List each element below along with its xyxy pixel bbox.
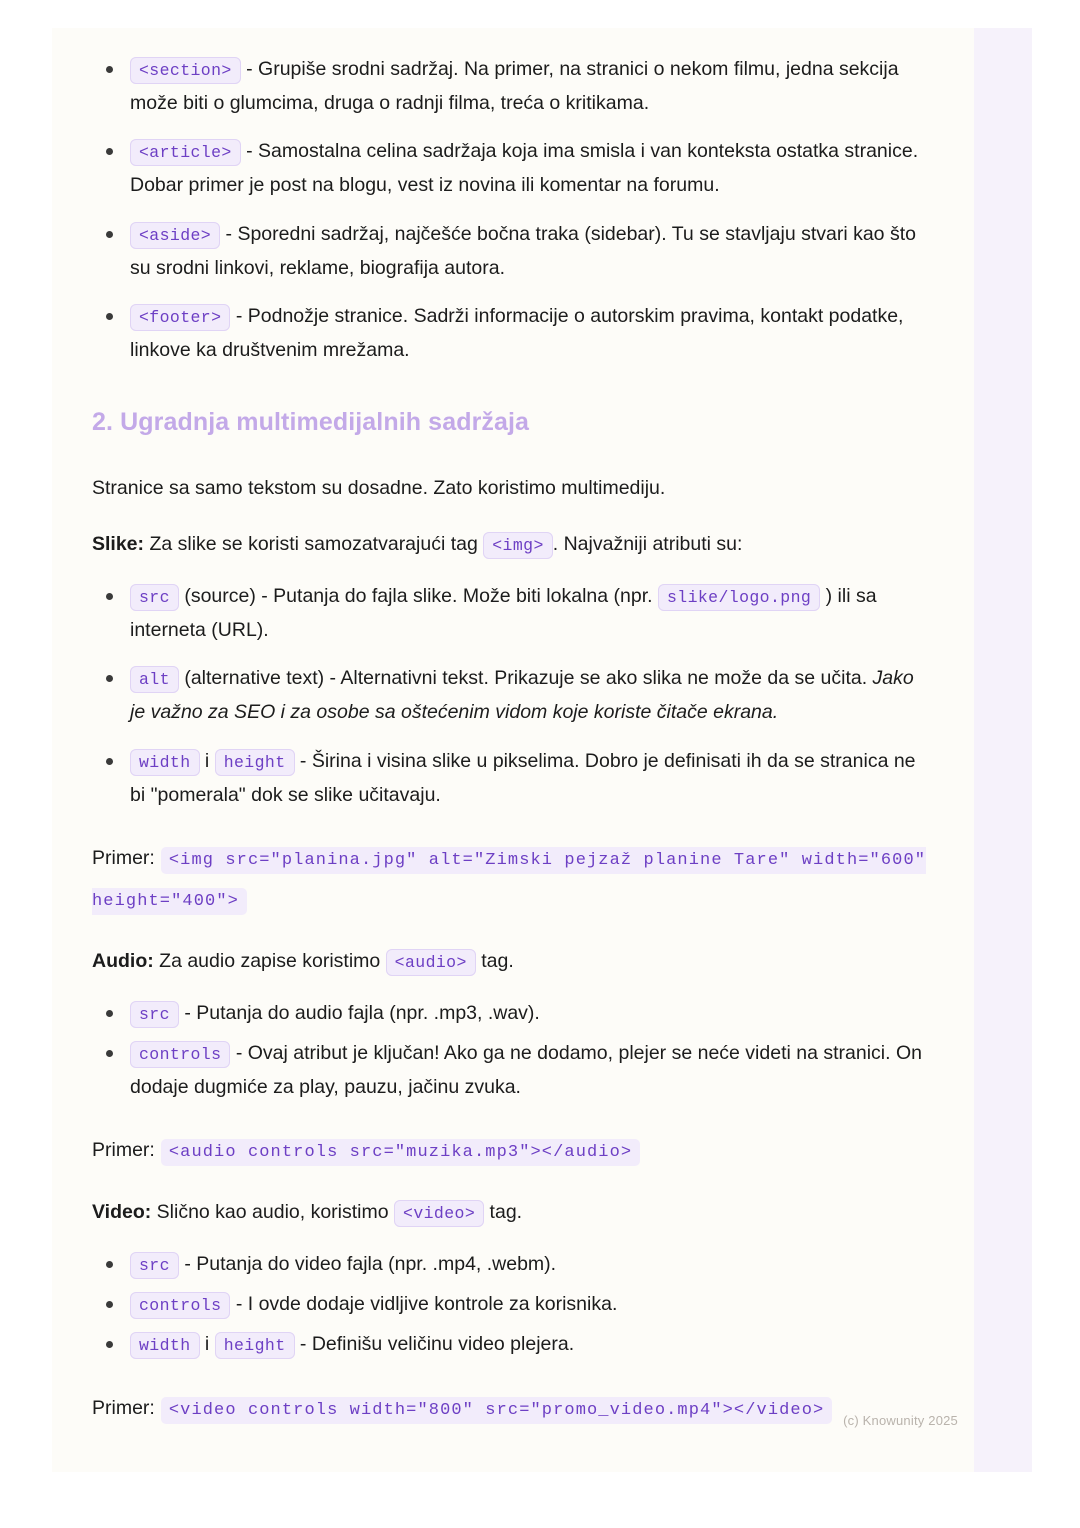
example-label: Primer: <box>92 1396 155 1419</box>
example-label: Primer: <box>92 1139 155 1162</box>
list-item <box>92 996 934 1030</box>
example-label: Primer: <box>92 846 155 869</box>
list-item-text: - Putanja do audio fajla (npr. .mp3, .wav). <box>178 1001 540 1024</box>
code-example-video: <video controls width="800" src="promo_video.mp4"></video> <box>161 1397 833 1424</box>
list-item-text: - Širina i visina slike u pikselima. Dobro je definisati ih da se stranica ne bi "pomerala" dok se slike učitavaju. <box>130 749 916 806</box>
audio-attributes-list <box>92 996 934 1104</box>
code-attr-src: src <box>130 1252 179 1279</box>
code-tag-video: <video> <box>394 1200 484 1227</box>
list-item-text: - Samostalna celina sadržaja koja ima smisla i van konteksta ostatka stranice. Dobar primer je post na blogu, vest iz novina ili komentar na forumu. <box>130 140 919 197</box>
audio-text-after: tag. <box>475 949 514 972</box>
semantic-tags-list <box>92 52 934 367</box>
list-item <box>92 744 934 812</box>
code-tag-footer: <footer> <box>130 304 230 331</box>
audio-paragraph <box>92 944 934 978</box>
document-page <box>52 28 1032 1472</box>
list-item-text: (source) - Putanja do fajla slike. Može biti lokalna (npr. <box>178 585 658 607</box>
section-heading-multimedia: 2. Ugradnja multimedijalnih sadržaja <box>92 408 530 436</box>
page-right-margin-strip <box>974 28 1032 1472</box>
img-attributes-list <box>92 579 934 812</box>
list-item-text: - I ovde dodaje vidljive kontrole za korisnika. <box>230 1293 618 1316</box>
list-item-text: - Podnožje stranice. Sadrži informacije o autorskim pravima, kontakt podatke, linkove ka društvenim mrežama. <box>130 304 904 361</box>
code-attr-src: src <box>130 584 179 611</box>
list-item-emphasis: Jako je važno za SEO i za osobe sa oštećenim vidom koje koriste čitače ekrana. <box>130 667 914 724</box>
code-tag-aside: <aside> <box>130 222 220 249</box>
video-attributes-list <box>92 1247 934 1361</box>
list-item-text-2: ) ili sa interneta (URL). <box>130 585 877 642</box>
code-tag-audio: <audio> <box>386 949 476 976</box>
images-lead-label: Slike: <box>92 532 145 555</box>
list-item <box>92 217 934 285</box>
code-attr-alt: alt <box>130 666 179 693</box>
code-tag-article: <article> <box>130 139 241 166</box>
list-item <box>92 134 934 202</box>
code-tag-section: <section> <box>130 57 241 84</box>
images-paragraph <box>92 527 934 561</box>
joiner-text: i <box>199 749 215 772</box>
code-attr-height: height <box>215 1332 295 1359</box>
list-item <box>92 579 934 647</box>
document-body <box>92 52 934 1429</box>
list-item <box>92 1247 934 1281</box>
page-content-area <box>52 28 974 1472</box>
video-text-before: Slično kao audio, koristimo <box>151 1201 395 1224</box>
video-example-line <box>92 1388 934 1429</box>
images-text-before: Za slike se koristi samozatvarajući tag <box>144 532 484 555</box>
list-item-text: - Ovaj atribut je ključan! Ako ga ne dodamo, plejer se neće videti na stranici. On dodaje dugmiće za play, pauzu, jačinu zvuka. <box>130 1041 922 1098</box>
copyright-watermark: (c) Knowunity 2025 <box>843 1413 958 1428</box>
code-attr-width: width <box>130 749 200 776</box>
list-item-text: - Sporedni sadržaj, najčešće bočna traka (sidebar). Tu se stavljaju stvari kao što su srodni linkovi, reklame, biografija autora. <box>130 222 916 279</box>
audio-example-line <box>92 1130 934 1171</box>
code-attr-width: width <box>130 1332 200 1359</box>
code-attr-height: height <box>215 749 295 776</box>
video-paragraph <box>92 1195 934 1229</box>
code-attr-controls: controls <box>130 1041 230 1068</box>
list-item <box>92 661 934 729</box>
code-tag-img: <img> <box>483 532 553 559</box>
code-attr-src: src <box>130 1001 179 1028</box>
list-item-text: (alternative text) - Alternativni tekst. Prikazuje se ako slika ne može da se učita. <box>178 667 873 690</box>
audio-lead-label: Audio: <box>92 949 154 972</box>
list-item-text: - Definišu veličinu video plejera. <box>294 1333 575 1356</box>
img-example-line <box>92 838 934 920</box>
intro-paragraph: Stranice sa samo tekstom su dosadne. Zato koristimo multimediju. <box>92 476 666 499</box>
list-item <box>92 1287 934 1321</box>
video-text-after: tag. <box>484 1201 523 1224</box>
list-item <box>92 52 934 120</box>
images-text-after: . Najvažniji atributi su: <box>552 532 743 555</box>
code-path-logo: slike/logo.png <box>658 584 820 611</box>
list-item <box>92 299 934 367</box>
audio-text-before: Za audio zapise koristimo <box>153 949 386 972</box>
list-item <box>92 1327 934 1361</box>
code-example-img: <img src="planina.jpg" alt="Zimski pejzaž planine Tare" width="600" height="400"> <box>92 847 926 915</box>
list-item-text: - Putanja do video fajla (npr. .mp4, .webm). <box>178 1253 557 1276</box>
code-attr-controls: controls <box>130 1292 230 1319</box>
video-lead-label: Video: <box>92 1201 152 1224</box>
code-example-audio: <audio controls src="muzika.mp3"></audio> <box>161 1139 640 1166</box>
joiner-text: i <box>199 1333 215 1356</box>
list-item-text: - Grupiše srodni sadržaj. Na primer, na stranici o nekom filmu, jedna sekcija može biti o glumcima, druga o radnji filma, treća o kritikama. <box>130 58 899 115</box>
list-item <box>92 1036 934 1104</box>
